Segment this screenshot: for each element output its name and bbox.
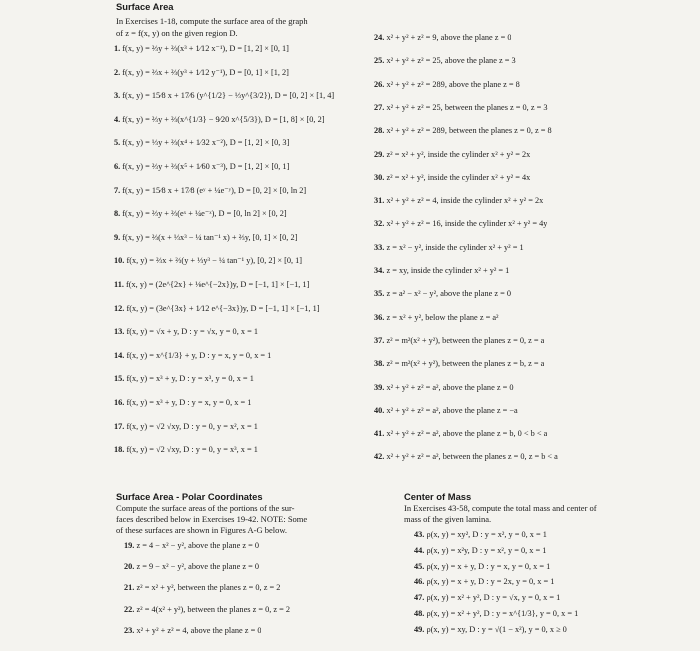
exercise-text: x² + y² + z² = 16, inside the cylinder x² + y² = 4y xyxy=(386,220,548,229)
polar-intro-line-2: faces described below in Exercises 19-42. NOTE: Some xyxy=(116,514,308,524)
exercise-number: 10. xyxy=(114,257,127,266)
exercise-item xyxy=(374,174,530,182)
exercise-item xyxy=(114,69,289,77)
exercise-number: 31. xyxy=(374,197,387,206)
exercise-item xyxy=(374,104,548,112)
exercise-text: ρ(x, y) = x + y, D : y = x, y = 0, x = 1 xyxy=(426,562,551,571)
exercise-item xyxy=(414,610,578,618)
exercise-number: 46. xyxy=(414,578,427,587)
exercise-number: 6. xyxy=(114,163,123,171)
exercise-item xyxy=(114,257,302,265)
exercise-text: x² + y² + z² = a², above the plane z = 0 xyxy=(386,383,514,392)
exercise-item xyxy=(374,220,547,228)
exercise-item xyxy=(374,453,558,461)
exercise-number: 30. xyxy=(374,173,387,182)
exercise-text: f(x, y) = √2 √xy, D : y = 0, y = x³, x = 1 xyxy=(126,446,258,455)
exercise-number: 40. xyxy=(374,406,387,415)
exercise-text: x² + y² + z² = 4, inside the cylinder x² + y² = 2x xyxy=(386,197,544,206)
exercise-number: 33. xyxy=(374,243,387,252)
exercise-item xyxy=(374,197,543,205)
exercise-text: x² + y² + z² = 4, above the plane z = 0 xyxy=(136,626,262,635)
section-title-polar: Surface Area - Polar Coordinates xyxy=(116,491,263,502)
exercise-item xyxy=(114,210,287,218)
exercise-item xyxy=(114,305,319,313)
exercise-item xyxy=(114,352,271,360)
exercise-text: f(x, y) = ⅔x + ⅔(y + ⅓y³ − ¼ tan⁻¹ y), [0, 2] × [0, 1] xyxy=(126,257,303,266)
exercise-text: x² + y² + z² = 289, between the planes z = 0, z = 8 xyxy=(386,127,552,136)
exercise-number: 5. xyxy=(114,139,123,148)
exercise-number: 13. xyxy=(114,328,127,337)
surface-area-intro-line-2: of z = f(x, y) on the given region D. xyxy=(116,28,238,38)
exercise-number: 27. xyxy=(374,103,387,112)
exercise-item xyxy=(374,360,544,368)
exercise-text: x² + y² + z² = 289, above the plane z = 8 xyxy=(386,80,520,89)
exercise-item xyxy=(124,542,259,550)
exercise-number: 11. xyxy=(114,281,126,289)
section-title-center-of-mass: Center of Mass xyxy=(404,491,472,502)
exercise-item xyxy=(124,584,280,592)
exercise-text: z² = x² + y², inside the cylinder x² + y² = 4x xyxy=(386,173,531,182)
exercise-item xyxy=(374,430,547,438)
exercise-text: f(x, y) = √x + y, D : y = √x, y = 0, x = 1 xyxy=(126,328,258,337)
exercise-text: z = x² − y², inside the cylinder x² + y² = 1 xyxy=(386,243,524,252)
exercise-number: 36. xyxy=(374,313,387,322)
exercise-number: 43. xyxy=(414,531,427,539)
exercise-item xyxy=(114,116,325,124)
exercise-number: 8. xyxy=(114,210,123,219)
exercise-number: 39. xyxy=(374,383,387,392)
mass-intro-line-1: In Exercises 43-58, compute the total mass and center of xyxy=(404,503,597,513)
exercise-text: z = xy, inside the cylinder x² + y² = 1 xyxy=(386,267,510,275)
exercise-text: f(x, y) = x^{1/3} + y, D : y = x, y = 0, x = 1 xyxy=(126,351,272,360)
exercise-item xyxy=(114,187,306,195)
exercise-text: z = x² + y², below the plane z = a² xyxy=(386,313,499,322)
exercise-number: 24. xyxy=(374,34,387,42)
exercise-item xyxy=(374,57,516,65)
exercise-number: 15. xyxy=(114,375,127,384)
exercise-item xyxy=(414,626,567,634)
exercise-number: 23. xyxy=(124,626,137,635)
exercise-text: z = a² − x² − y², above the plane z = 0 xyxy=(386,290,512,299)
exercise-item xyxy=(114,139,289,147)
exercise-text: ρ(x, y) = xy, D : y = √(1 − x²), y = 0, x ≥ 0 xyxy=(426,625,567,634)
exercise-text: f(x, y) = ⅓y + ⅔(x⁴ + 1⁄32 x⁻²), D = [1, 2] × [0, 3] xyxy=(122,139,290,148)
exercise-number: 49. xyxy=(414,625,427,634)
exercise-text: x² + y² + z² = 25, above the plane z = 3 xyxy=(386,57,516,66)
exercise-item xyxy=(114,234,297,242)
exercise-text: z² = 4(x² + y²), between the planes z = 0, z = 2 xyxy=(136,605,291,614)
exercise-number: 45. xyxy=(414,562,427,571)
exercise-item xyxy=(414,594,560,602)
exercise-text: z = 9 − x² − y², above the plane z = 0 xyxy=(136,563,259,572)
exercise-text: f(x, y) = ⅔x + ⅔(y³ + 1⁄12 y⁻¹), D = [0, 1] × [1, 2] xyxy=(122,68,289,77)
exercise-text: f(x, y) = (2e^{2x} + ⅛e^{−2x})y, D = [−1, 1] × [−1, 1] xyxy=(126,281,310,289)
exercise-item xyxy=(374,267,509,275)
polar-intro-line-1: Compute the surface areas of the portions of the sur- xyxy=(116,503,295,513)
exercise-item xyxy=(374,290,511,298)
exercise-item xyxy=(124,627,261,635)
exercise-text: z² = x² + y², between the planes z = 0, z = 2 xyxy=(136,584,281,593)
exercise-text: x² + y² + z² = 9, above the plane z = 0 xyxy=(386,34,512,42)
exercise-text: z² = x² + y², inside the cylinder x² + y² = 2x xyxy=(386,150,531,159)
exercise-item xyxy=(374,151,530,159)
exercise-number: 28. xyxy=(374,127,387,136)
exercise-item xyxy=(414,563,550,571)
exercise-item xyxy=(414,531,547,539)
exercise-text: z² = m²(x² + y²), between the planes z = b, z = a xyxy=(386,360,545,369)
exercise-item xyxy=(374,384,514,392)
exercise-number: 4. xyxy=(114,115,123,124)
surface-area-exercise-list-right xyxy=(374,34,694,494)
exercise-item xyxy=(124,606,290,614)
surface-area-intro-line-1: In Exercises 1-18, compute the surface area of the graph xyxy=(116,16,308,26)
exercise-number: 16. xyxy=(114,399,127,407)
exercise-number: 32. xyxy=(374,220,387,229)
exercise-text: f(x, y) = 15⁄8 x + 17⁄6 (y^{1/2} − ⅓y^{3/2}), D = [0, 2] × [1, 4] xyxy=(122,92,335,101)
exercise-item xyxy=(114,163,289,171)
exercise-text: f(x, y) = ⅔y + ⅔(x⁵ + 1⁄60 x⁻³), D = [1, 2] × [0, 1] xyxy=(122,163,290,171)
exercise-text: ρ(x, y) = xy², D : y = x², y = 0, x = 1 xyxy=(426,531,547,539)
exercise-number: 20. xyxy=(124,563,137,572)
surface-area-exercise-list xyxy=(114,45,374,495)
exercise-number: 7. xyxy=(114,186,123,195)
exercise-number: 14. xyxy=(114,351,127,360)
exercise-item xyxy=(414,547,546,555)
section-title-surface-area: Surface Area xyxy=(116,1,174,12)
exercise-number: 12. xyxy=(114,304,127,313)
exercise-text: f(x, y) = (3e^{3x} + 1⁄12 e^{−3x})y, D = [−1, 1] × [−1, 1] xyxy=(126,304,320,313)
exercise-number: 38. xyxy=(374,360,387,369)
exercise-item xyxy=(124,563,259,571)
exercise-text: f(x, y) = x³ + y, D : y = x³, y = 0, x = 1 xyxy=(126,375,254,384)
exercise-number: 29. xyxy=(374,150,387,159)
mass-intro-line-2: mass of the given lamina. xyxy=(404,514,492,524)
exercise-item xyxy=(374,127,552,135)
exercise-number: 26. xyxy=(374,80,387,89)
mass-exercise-list xyxy=(414,531,694,646)
exercise-text: f(x, y) = 15⁄8 x + 17⁄8 (eʸ + ¼e⁻ʸ), D = [0, 2] × [0, ln 2] xyxy=(122,186,307,195)
exercise-text: ρ(x, y) = x + y, D : y = 2x, y = 0, x = 1 xyxy=(426,578,555,587)
exercise-item xyxy=(374,34,511,42)
exercise-item xyxy=(414,578,554,586)
exercise-number: 2. xyxy=(114,68,123,77)
exercise-number: 3. xyxy=(114,92,123,101)
exercise-item xyxy=(114,328,258,336)
exercise-number: 34. xyxy=(374,267,387,275)
exercise-number: 44. xyxy=(414,546,427,555)
exercise-number: 9. xyxy=(114,233,123,242)
exercise-text: x² + y² + z² = a², above the plane z = b, 0 < b < a xyxy=(386,430,548,439)
exercise-text: z² = m²(x² + y²), between the planes z = 0, z = a xyxy=(386,336,545,345)
exercise-number: 47. xyxy=(414,594,427,603)
exercise-item xyxy=(374,337,544,345)
exercise-number: 21. xyxy=(124,584,137,593)
exercise-text: ρ(x, y) = x²y, D : y = x², y = 0, x = 1 xyxy=(426,546,547,555)
exercise-text: f(x, y) = ⅔(x + ⅓x³ − ¼ tan⁻¹ x) + ⅔y, [0, 1] × [0, 2] xyxy=(122,233,298,242)
exercise-number: 42. xyxy=(374,453,387,462)
exercise-number: 35. xyxy=(374,290,387,299)
exercise-item xyxy=(374,407,518,415)
exercise-item xyxy=(114,399,251,407)
polar-exercise-list xyxy=(124,542,364,647)
exercise-number: 1. xyxy=(114,45,123,53)
exercise-item xyxy=(114,446,258,454)
exercise-number: 37. xyxy=(374,336,387,345)
exercise-number: 48. xyxy=(414,610,427,618)
exercise-item xyxy=(374,314,499,322)
exercise-item xyxy=(114,281,309,289)
exercise-text: x² + y² + z² = a², above the plane z = −a xyxy=(386,406,518,415)
exercise-text: f(x, y) = x³ + y, D : y = x, y = 0, x = 1 xyxy=(126,399,252,407)
exercise-number: 17. xyxy=(114,422,127,431)
exercise-number: 41. xyxy=(374,430,387,439)
exercise-text: x² + y² + z² = 25, between the planes z = 0, z = 3 xyxy=(386,103,548,112)
polar-intro-line-3: of these surfaces are shown in Figures A-G below. xyxy=(116,525,288,535)
exercise-number: 22. xyxy=(124,605,137,614)
exercise-text: ρ(x, y) = x² + y², D : y = √x, y = 0, x = 1 xyxy=(426,594,561,603)
exercise-item xyxy=(114,375,254,383)
exercise-item xyxy=(374,244,524,252)
exercise-text: f(x, y) = ⅔y + ⅔(x³ + 1⁄12 x⁻¹), D = [1, 2] × [0, 1] xyxy=(122,45,289,53)
exercise-number: 19. xyxy=(124,542,137,550)
exercise-item xyxy=(114,45,289,53)
exercise-text: x² + y² + z² = a², between the planes z = 0, z = b < a xyxy=(386,453,558,462)
exercise-item xyxy=(114,92,334,100)
exercise-text: ρ(x, y) = x² + y², D : y = x^{1/3}, y = 0, x = 1 xyxy=(426,610,579,618)
exercise-item xyxy=(114,423,258,431)
exercise-text: f(x, y) = ⅔y + ⅔(x^{1/3} − 9⁄20 x^{5/3}), D = [1, 8] × [0, 2] xyxy=(122,115,325,124)
exercise-text: z = 4 − x² − y², above the plane z = 0 xyxy=(136,542,259,550)
exercise-text: f(x, y) = √2 √xy, D : y = 0, y = x², x = 1 xyxy=(126,422,258,431)
exercise-text: f(x, y) = ⅔y + ⅔(eˣ + ¼e⁻ˣ), D = [0, ln 2] × [0, 2] xyxy=(122,210,287,219)
exercise-number: 25. xyxy=(374,57,387,66)
exercise-number: 18. xyxy=(114,446,127,455)
exercise-item xyxy=(374,81,520,89)
